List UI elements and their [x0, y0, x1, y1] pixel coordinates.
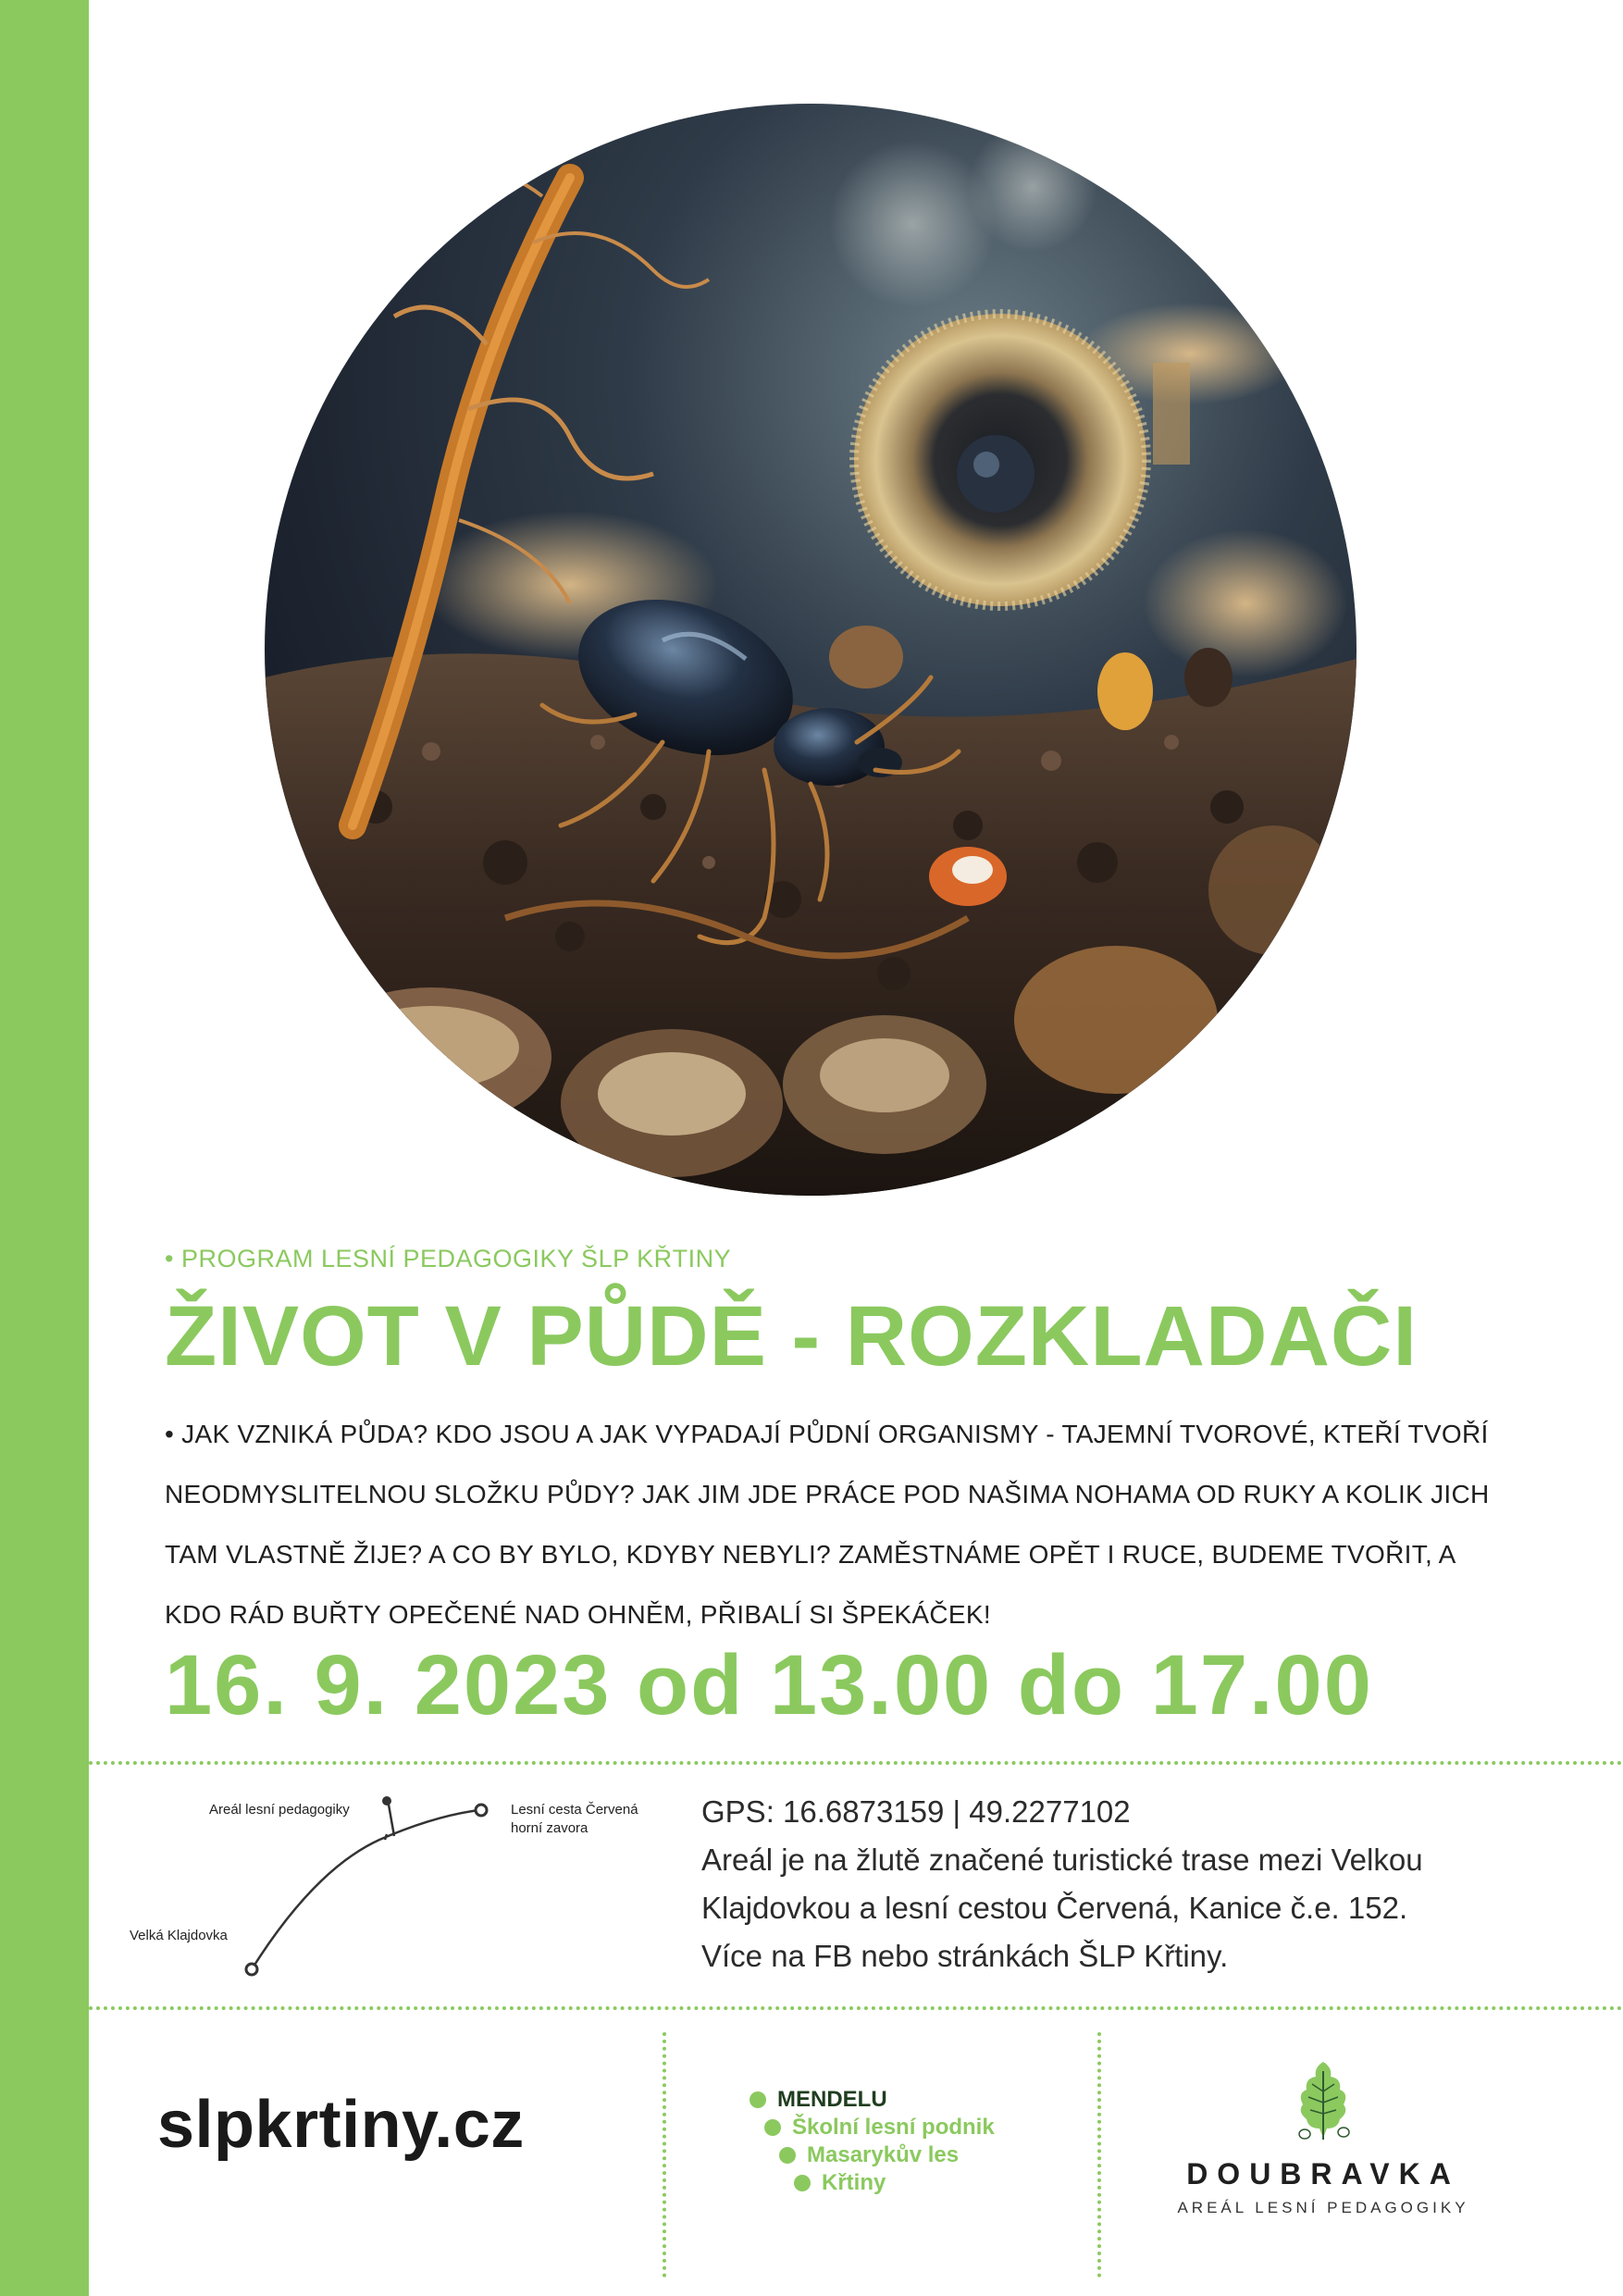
location-map	[111, 1777, 666, 1990]
website-url[interactable]: slpkrtiny.cz	[157, 2088, 525, 2162]
doubravka-subtitle: AREÁL LESNÍ PEDAGOGIKY	[1177, 2199, 1469, 2216]
green-dot-icon	[794, 2175, 811, 2191]
map-label-velka-klajdovka: Velká Klajdovka	[130, 1928, 228, 1943]
green-dot-icon	[764, 2119, 781, 2136]
directions-line-2: Klajdovkou a lesní cestou Červená, Kanice č.e. 152.	[701, 1891, 1408, 1925]
green-dot-icon	[779, 2147, 796, 2164]
footer-divider-1	[663, 2032, 666, 2277]
mendelu-row-2	[764, 2115, 995, 2141]
mendelu-row-4	[794, 2170, 886, 2196]
soil-organisms-photo	[265, 104, 1357, 1196]
doubravka-name: DOUBRAVKA	[1186, 2157, 1460, 2191]
directions-line-1: Areál je na žlutě značené turistické trase mezi Velkou	[701, 1843, 1423, 1877]
event-date-time: 16. 9. 2023 od 13.00 do 17.00	[165, 1638, 1373, 1732]
areal-marker	[382, 1796, 391, 1806]
velka-klajdovka-marker	[246, 1964, 257, 1975]
divider-top	[89, 1761, 1623, 1765]
mendelu-name: MENDELU	[777, 2087, 887, 2112]
map-label-lesni-cesta-2: horní zavora	[511, 1820, 588, 1836]
program-label: • PROGRAM LESNÍ PEDAGOGIKY ŠLP KŘTINY	[165, 1245, 732, 1272]
oak-leaf-icon	[1286, 2054, 1360, 2147]
green-dot-icon	[750, 2091, 766, 2108]
mendelu-skolni: Školní lesní podnik	[792, 2115, 995, 2140]
doubravka-logo	[1166, 2054, 1481, 2217]
divider-bottom	[89, 2006, 1623, 2010]
map-label-areal: Areál lesní pedagogiky	[209, 1802, 350, 1818]
gps-coordinates: GPS: 16.6873159 | 49.2277102	[701, 1794, 1131, 1829]
green-sidebar	[0, 0, 89, 2296]
mendelu-row-3	[779, 2142, 959, 2168]
mendelu-row-1	[750, 2087, 887, 2113]
more-info-line: Více na FB nebo stránkách ŠLP Křtiny.	[701, 1939, 1229, 1973]
mendelu-masaryk: Masarykův les	[807, 2142, 960, 2167]
event-title: ŽIVOT V PŮDĚ - ROZKLADAČI	[165, 1289, 1418, 1384]
location-info	[701, 1788, 1423, 1980]
footer-divider-2	[1097, 2032, 1101, 2277]
map-label-lesni-cesta-1: Lesní cesta Červená	[511, 1802, 638, 1818]
event-description: • JAK VZNIKÁ PŮDA? KDO JSOU A JAK VYPADAJÍ PŮDNÍ ORGANISMY - TAJEMNÍ TVOROVÉ, KTEŘÍ TVOŘÍ NEODMYSLITELNOU SLOŽKU PŮDY? JAK JIM JDE PRÁCE POD NAŠIMA NOHAMA OD RUKY A KOLIK JICH TAM VLASTNĚ ŽIJE? A CO BY BYLO, KDYBY NEBYLI? ZAMĚSTNÁME OPĚT I RUCE, BUDEME TVOŘIT, A KDO RÁD BUŘTY OPEČENÉ NAD OHNĚM, PŘIBALÍ SI ŠPEKÁČEK!	[165, 1420, 1490, 1629]
forest-road-marker	[476, 1805, 487, 1816]
mendelu-krtiny: Křtiny	[822, 2170, 886, 2195]
